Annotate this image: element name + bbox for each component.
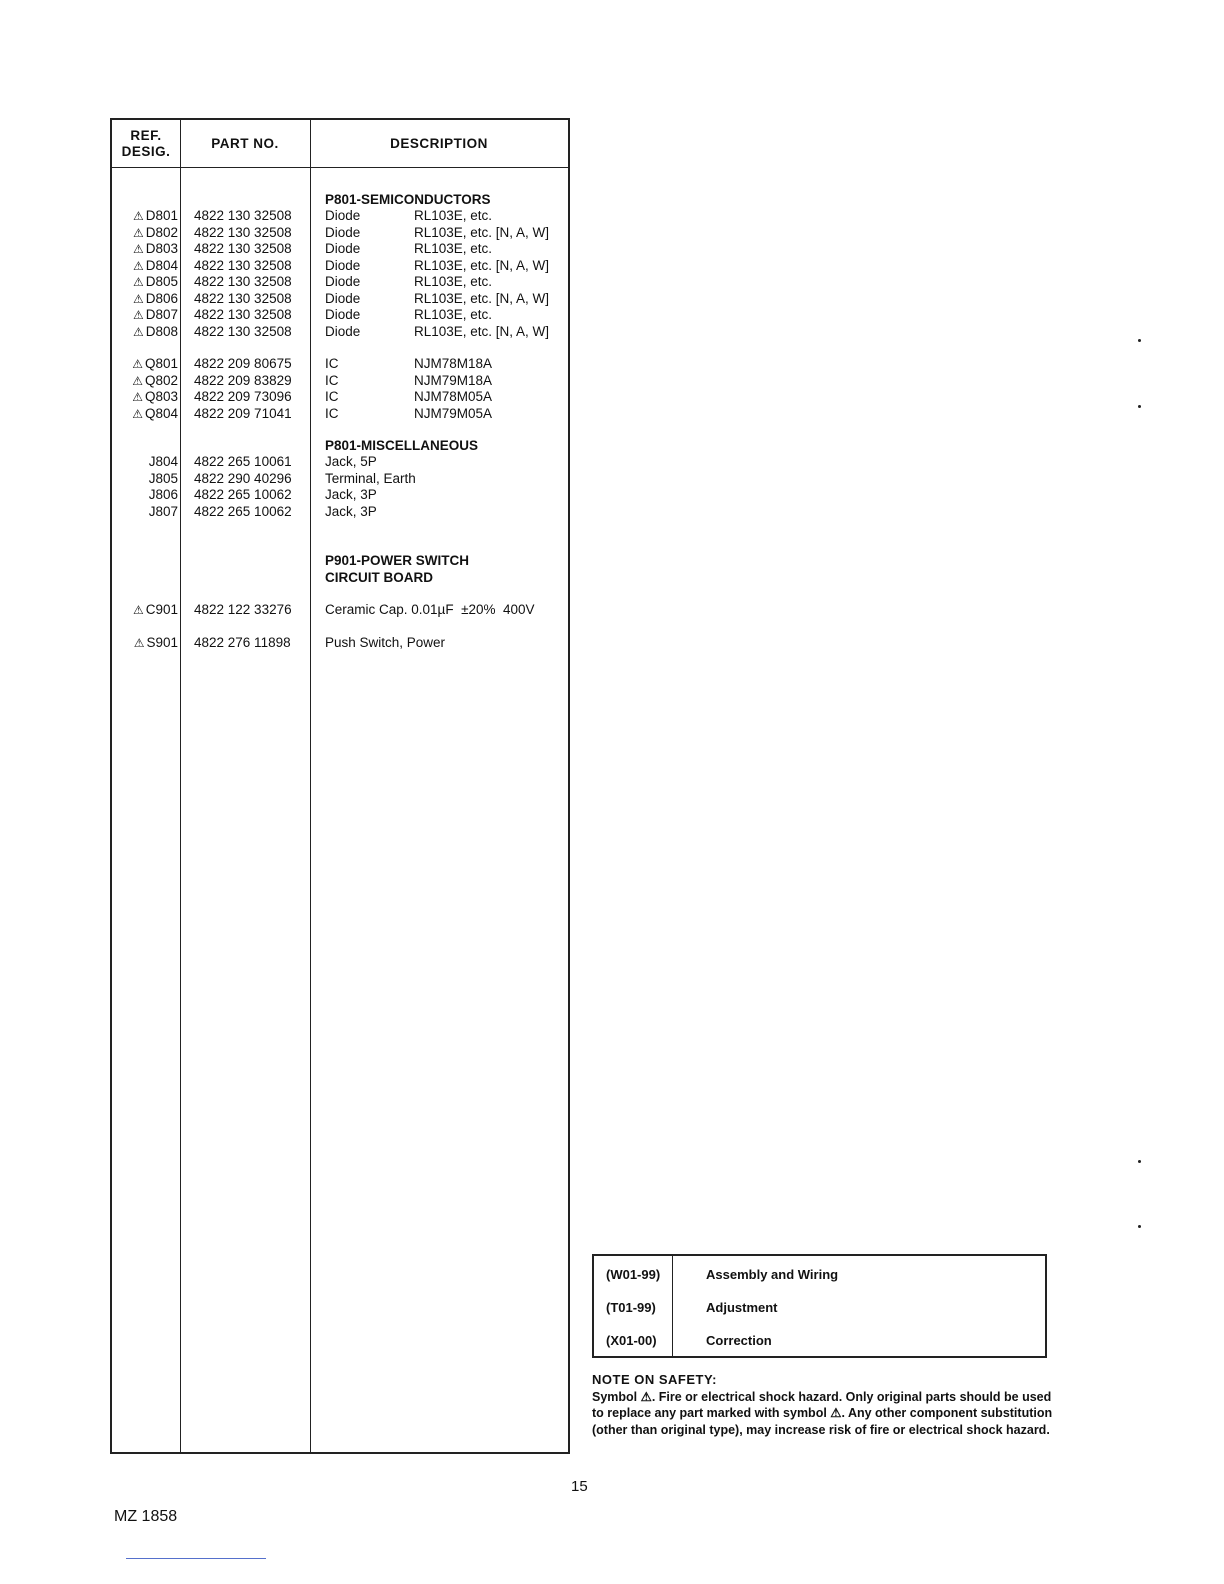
ref-desig-value: Q801 (144, 356, 178, 371)
part-number: 4822 130 32508 (194, 307, 292, 322)
description: IC (325, 372, 339, 388)
scan-speck (1138, 1225, 1141, 1228)
table-row (112, 208, 568, 225)
legend-label: Assembly and Wiring (706, 1267, 839, 1282)
ref-desig: J806 (148, 487, 178, 502)
description: Diode (325, 208, 361, 223)
description: Diode (325, 224, 361, 240)
ref-desig-value: Q803 (144, 389, 178, 404)
table-row (112, 356, 568, 373)
ref-desig-value: D808 (145, 323, 178, 339)
ref-desig (116, 208, 178, 225)
specification: NJM78M05A (414, 389, 493, 404)
table-row (112, 504, 568, 521)
safety-warning-icon: ⚠ (132, 291, 144, 306)
ref-desig (116, 635, 178, 652)
legend-row (594, 1298, 1045, 1318)
description: Diode (325, 290, 361, 306)
scan-speck (1138, 405, 1141, 408)
part-number: 4822 265 10062 (194, 487, 292, 502)
legend-row (594, 1265, 1045, 1285)
legend-code: (W01-99) (606, 1267, 661, 1282)
part-number: 4822 130 32508 (194, 224, 292, 240)
specification: RL103E, etc. [N, A, W] (414, 224, 550, 240)
safety-warning-icon: ⚠ (133, 636, 145, 650)
table-row (112, 389, 568, 406)
ref-desig: J804 (148, 454, 178, 469)
ref-desig (116, 241, 178, 258)
ref-desig-value: D807 (145, 307, 178, 322)
ref-desig-value: D804 (145, 257, 178, 273)
part-number: 4822 209 80675 (194, 356, 292, 371)
safety-warning-icon: ⚠ (132, 357, 143, 371)
specification: NJM78M18A (414, 356, 493, 371)
scan-speck (1138, 1160, 1141, 1163)
table-row (112, 324, 568, 341)
part-number: 4822 130 32508 (194, 290, 292, 306)
ref-desig (116, 274, 178, 291)
specification: NJM79M18A (414, 372, 493, 388)
part-number: 4822 276 11898 (194, 635, 291, 650)
specification: RL103E, etc. [N, A, W] (414, 290, 550, 306)
description: IC (325, 389, 339, 404)
safety-note-text: Symbol ⚠. Fire or electrical shock hazard. Only original parts should be used to replace any part marked with symbol ⚠. Any other component substitution (other than original type), may increase risk of fire or electrical shock hazard. (592, 1389, 1053, 1437)
ref-desig: J805 (148, 470, 178, 486)
legend-label: Correction (706, 1333, 772, 1348)
specification: RL103E, etc. [N, A, W] (414, 257, 550, 273)
change-code-legend (592, 1254, 1047, 1358)
ref-desig-value: D803 (145, 241, 178, 256)
table-row (112, 373, 568, 390)
table-row (112, 487, 568, 504)
part-number: 4822 130 32508 (194, 257, 292, 273)
specification: RL103E, etc. (414, 241, 493, 256)
header-part-no: PART NO. (211, 135, 279, 151)
description: Terminal, Earth (325, 470, 416, 486)
description: Diode (325, 274, 361, 289)
safety-note (592, 1372, 1062, 1438)
header-description: DESCRIPTION (390, 135, 488, 151)
ref-desig (116, 324, 178, 341)
section-semiconductors: P801-SEMICONDUCTORS (325, 192, 491, 207)
part-number: 4822 209 71041 (194, 405, 292, 421)
description: Diode (325, 323, 361, 339)
page-number: 15 (571, 1478, 588, 1495)
description: IC (325, 405, 339, 421)
description: Diode (325, 307, 361, 322)
ref-desig (116, 307, 178, 324)
description: Push Switch, Power (325, 635, 446, 650)
ref-desig-value: Q804 (144, 405, 178, 421)
ref-desig: J807 (148, 503, 178, 519)
safety-warning-icon: ⚠ (132, 324, 144, 339)
part-number: 4822 130 32508 (194, 241, 292, 256)
specification: RL103E, etc. (414, 274, 493, 289)
blue-rule (126, 1558, 266, 1559)
ref-desig-value: D802 (145, 224, 178, 240)
ref-desig-value: Q802 (144, 372, 178, 388)
table-row (112, 274, 568, 291)
safety-note-title: NOTE ON SAFETY: (592, 1372, 717, 1387)
safety-warning-icon: ⚠ (132, 406, 143, 421)
safety-warning-icon: ⚠ (132, 275, 144, 289)
table-row (112, 602, 568, 619)
ref-desig (116, 258, 178, 275)
legend-label: Adjustment (706, 1300, 778, 1315)
table-row (112, 454, 568, 471)
scan-speck (1138, 339, 1141, 342)
part-number: 4822 265 10061 (194, 454, 292, 469)
part-number: 4822 130 32508 (194, 323, 292, 339)
specification: RL103E, etc. [N, A, W] (414, 323, 550, 339)
ref-desig-value: D801 (145, 208, 178, 223)
table-row (112, 225, 568, 242)
safety-warning-icon: ⚠ (132, 390, 143, 404)
ref-desig (116, 389, 178, 406)
section-power-switch-line2: CIRCUIT BOARD (325, 570, 433, 585)
safety-warning-icon: ⚠ (132, 258, 144, 273)
legend-code: (X01-00) (606, 1333, 657, 1348)
table-row (112, 307, 568, 324)
description: Diode (325, 257, 361, 273)
document-code: MZ 1858 (114, 1508, 178, 1525)
description: Diode (325, 241, 361, 256)
part-number: 4822 290 40296 (194, 470, 292, 486)
safety-warning-icon: ⚠ (132, 603, 144, 617)
safety-warning-icon: ⚠ (132, 225, 144, 240)
specification: RL103E, etc. (414, 208, 493, 223)
table-row (112, 471, 568, 488)
description: Jack, 3P (325, 487, 377, 502)
description: Jack, 5P (325, 454, 377, 469)
legend-row (594, 1331, 1045, 1351)
ref-desig (116, 373, 178, 390)
ref-desig (116, 602, 178, 619)
part-number: 4822 265 10062 (194, 503, 292, 519)
table-row (112, 635, 568, 652)
ref-desig (116, 406, 178, 423)
parts-list-table (110, 118, 570, 1454)
ref-desig-value: D806 (145, 290, 178, 306)
description: Ceramic Cap. 0.01µF ±20% 400V (325, 602, 535, 617)
ref-desig-value: D805 (145, 274, 178, 289)
safety-warning-icon: ⚠ (132, 373, 143, 388)
part-number: 4822 209 83829 (194, 372, 292, 388)
description: IC (325, 356, 339, 371)
safety-warning-icon: ⚠ (132, 242, 144, 256)
safety-warning-icon: ⚠ (132, 209, 144, 223)
ref-desig-value: C901 (145, 602, 178, 617)
section-miscellaneous: P801-MISCELLANEOUS (325, 438, 479, 453)
description: Jack, 3P (325, 503, 377, 519)
section-power-switch-line1: P901-POWER SWITCH (325, 553, 470, 568)
legend-code: (T01-99) (606, 1300, 656, 1315)
safety-warning-icon: ⚠ (132, 308, 144, 322)
ref-desig (116, 225, 178, 242)
ref-desig (116, 291, 178, 308)
ref-desig-value: S901 (146, 635, 178, 650)
header-rule (112, 167, 568, 168)
specification: NJM79M05A (414, 405, 493, 421)
part-number: 4822 122 33276 (194, 602, 292, 617)
table-row (112, 258, 568, 275)
ref-desig (116, 356, 178, 373)
part-number: 4822 130 32508 (194, 274, 292, 289)
table-row (112, 406, 568, 423)
part-number: 4822 209 73096 (194, 389, 292, 404)
specification: RL103E, etc. (414, 307, 493, 322)
header-ref-desig: REF. DESIG. (121, 127, 171, 159)
table-row (112, 241, 568, 258)
table-row (112, 291, 568, 308)
part-number: 4822 130 32508 (194, 208, 292, 223)
